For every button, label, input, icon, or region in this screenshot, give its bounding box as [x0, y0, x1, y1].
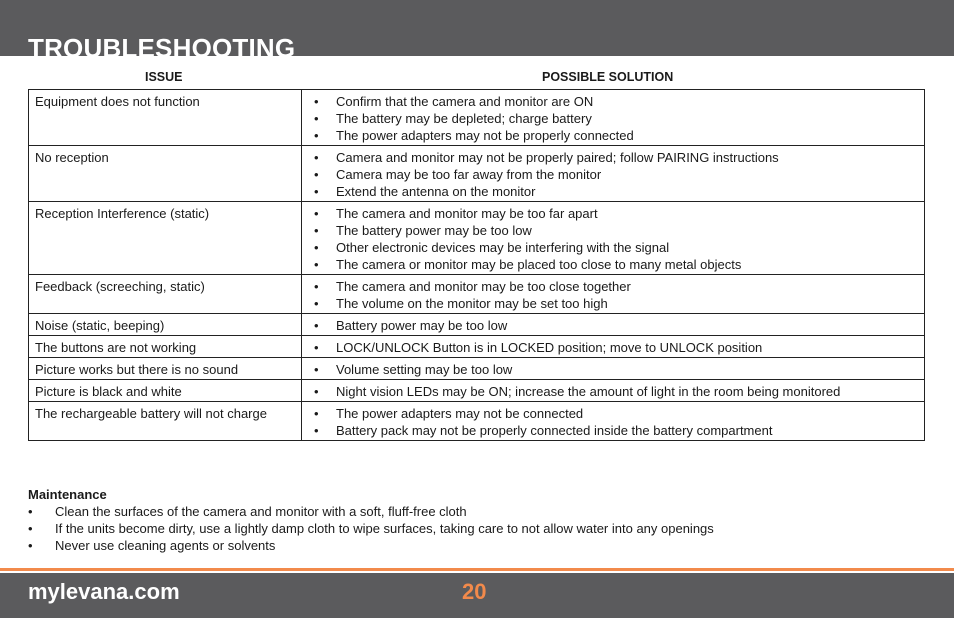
- page-number: 20: [462, 579, 487, 604]
- solution-item: • The camera or monitor may be placed too close to many metal objects: [308, 256, 918, 273]
- issue-cell: The rechargeable battery will not charge: [29, 402, 302, 441]
- solution-item: • Camera and monitor may not be properly paired; follow PAIRING instructions: [308, 149, 918, 166]
- solution-item: • The camera and monitor may be too close together: [308, 278, 918, 295]
- issue-cell: Reception Interference (static): [29, 202, 302, 275]
- site-link[interactable]: mylevana.com: [28, 579, 180, 604]
- solution-cell: [302, 275, 925, 314]
- troubleshooting-table-body: [29, 90, 925, 441]
- solution-item: • Battery pack may not be properly connected inside the battery compartment: [308, 422, 918, 439]
- solution-item: • The battery power may be too low: [308, 222, 918, 239]
- solution-list: [308, 361, 918, 378]
- solution-item: • The volume on the monitor may be set too high: [308, 295, 918, 312]
- solution-item: • Other electronic devices may be interfering with the signal: [308, 239, 918, 256]
- solution-cell: [302, 402, 925, 441]
- solution-list: [308, 205, 918, 273]
- solution-list: [308, 405, 918, 439]
- solution-list: [308, 317, 918, 334]
- solution-item: • Night vision LEDs may be ON; increase the amount of light in the room being monitored: [308, 383, 918, 400]
- solution-item: • The power adapters may not be properly connected: [308, 127, 918, 144]
- solution-item: • LOCK/UNLOCK Button is in LOCKED position; move to UNLOCK position: [308, 339, 918, 356]
- solution-item: • Volume setting may be too low: [308, 361, 918, 378]
- maintenance-list: [28, 503, 928, 554]
- issue-cell: Picture works but there is no sound: [29, 358, 302, 380]
- troubleshooting-table: [28, 89, 925, 441]
- table-row: [29, 146, 925, 202]
- solution-cell: [302, 314, 925, 336]
- footer-accent-line: [0, 568, 954, 571]
- solution-cell: [302, 146, 925, 202]
- header-band: [0, 0, 954, 56]
- solution-cell: [302, 358, 925, 380]
- maintenance-section: [28, 486, 928, 554]
- solution-list: [308, 383, 918, 400]
- solution-list: [308, 93, 918, 144]
- issue-cell: Equipment does not function: [29, 90, 302, 146]
- issue-column-header: ISSUE: [145, 70, 183, 84]
- table-row: [29, 314, 925, 336]
- issue-cell: No reception: [29, 146, 302, 202]
- page-title: TROUBLESHOOTING: [28, 33, 296, 56]
- issue-cell: Noise (static, beeping): [29, 314, 302, 336]
- table-row: [29, 336, 925, 358]
- solution-list: [308, 278, 918, 312]
- table-row: [29, 358, 925, 380]
- table-row: [29, 380, 925, 402]
- solution-list: [308, 149, 918, 200]
- solution-item: • The camera and monitor may be too far apart: [308, 205, 918, 222]
- solution-item: • Camera may be too far away from the monitor: [308, 166, 918, 183]
- maintenance-title: Maintenance: [28, 487, 107, 502]
- solution-item: • The power adapters may not be connected: [308, 405, 918, 422]
- solution-cell: [302, 90, 925, 146]
- solution-cell: [302, 380, 925, 402]
- issue-cell: The buttons are not working: [29, 336, 302, 358]
- table-row: [29, 202, 925, 275]
- issue-cell: Picture is black and white: [29, 380, 302, 402]
- table-row: [29, 90, 925, 146]
- solution-cell: [302, 336, 925, 358]
- solution-item: • Battery power may be too low: [308, 317, 918, 334]
- solution-item: • Extend the antenna on the monitor: [308, 183, 918, 200]
- table-row: [29, 275, 925, 314]
- solution-cell: [302, 202, 925, 275]
- maintenance-item: • Clean the surfaces of the camera and monitor with a soft, fluff-free cloth: [28, 503, 928, 520]
- maintenance-item: • Never use cleaning agents or solvents: [28, 537, 928, 554]
- solution-column-header: POSSIBLE SOLUTION: [542, 70, 674, 84]
- solution-list: [308, 339, 918, 356]
- table-column-headers: [0, 70, 954, 86]
- solution-item: • Confirm that the camera and monitor are ON: [308, 93, 918, 110]
- table-row: [29, 402, 925, 441]
- maintenance-item: • If the units become dirty, use a lightly damp cloth to wipe surfaces, taking care to not allow water into any openings: [28, 520, 928, 537]
- solution-item: • The battery may be depleted; charge battery: [308, 110, 918, 127]
- issue-cell: Feedback (screeching, static): [29, 275, 302, 314]
